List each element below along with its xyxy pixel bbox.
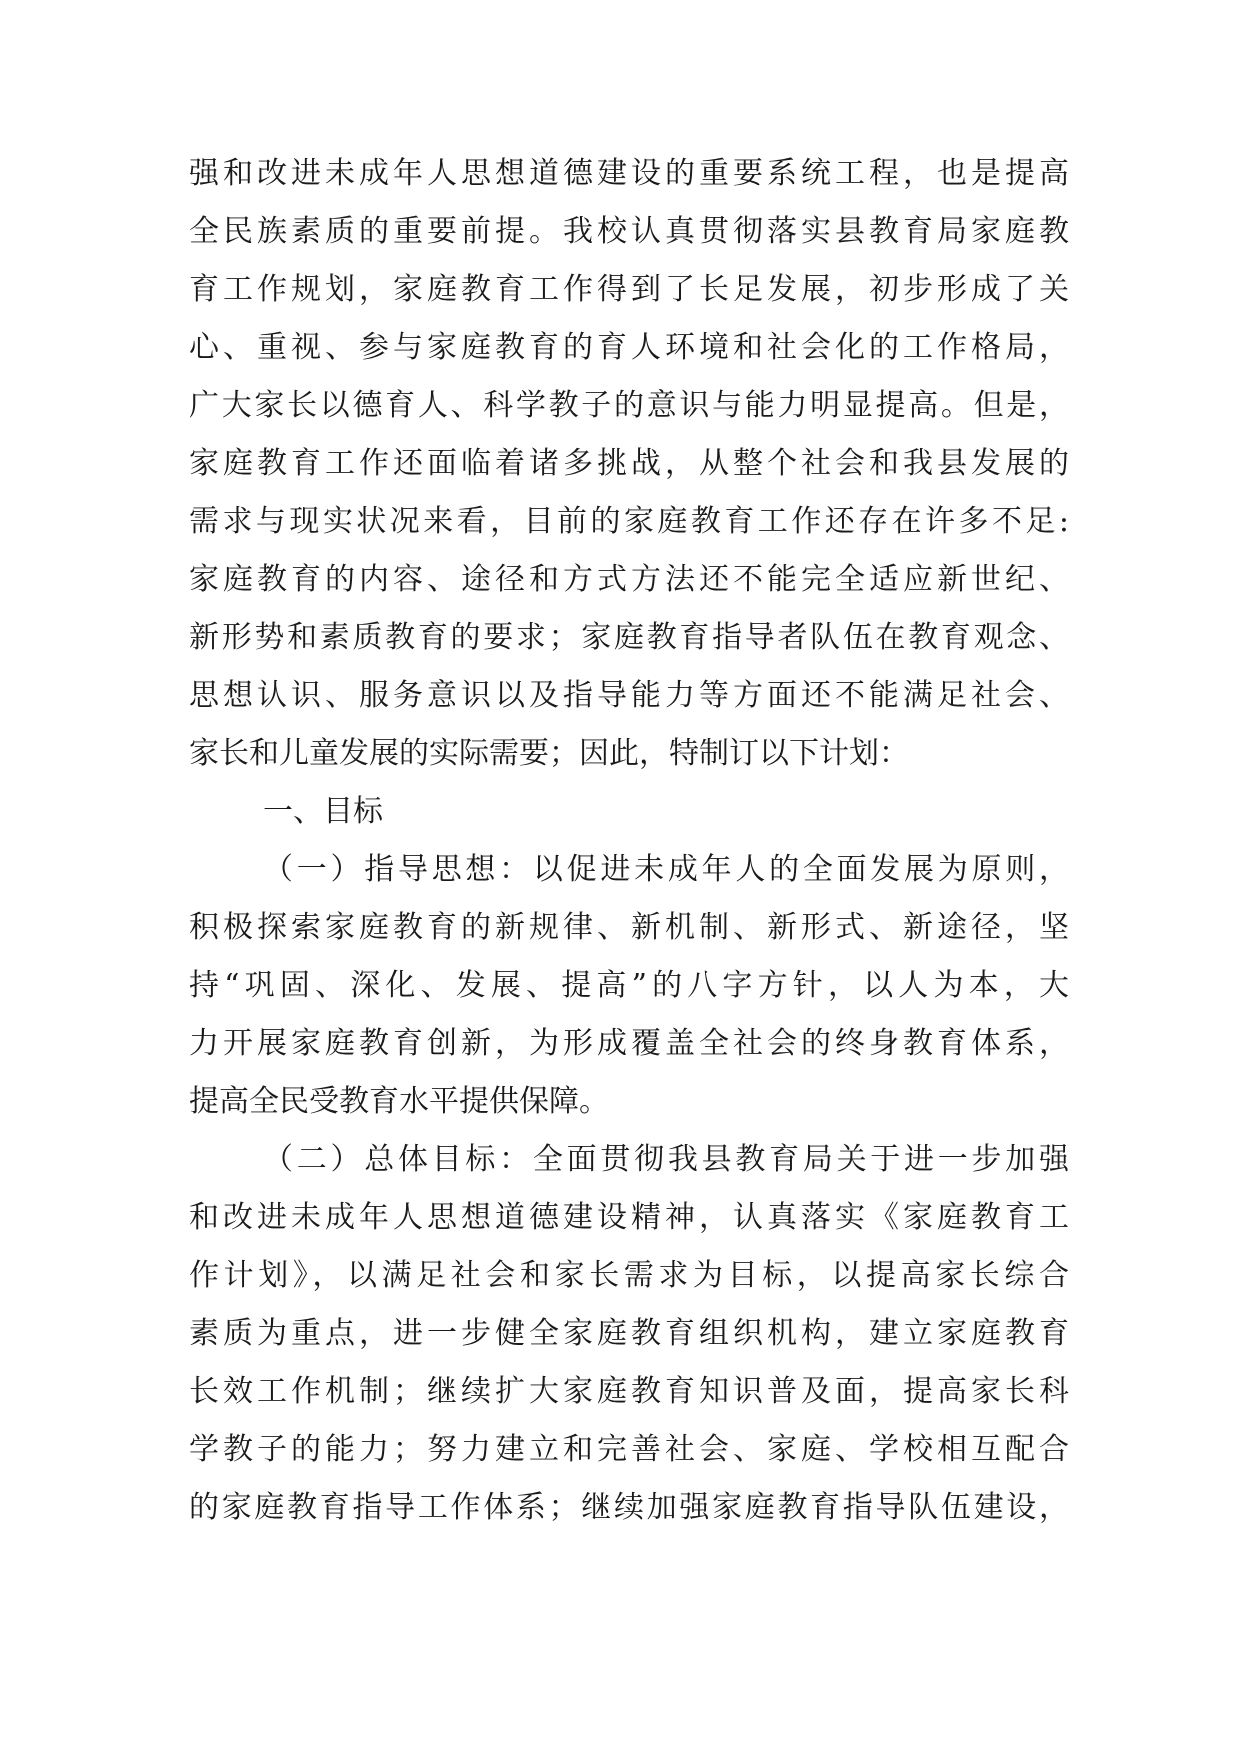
body-text-line: 持“巩固、深化、发展、提高”的八字方针，以人为本，大 — [189, 968, 1069, 1003]
section-heading: 一、目标 — [263, 794, 383, 829]
body-text-line: 家庭教育工作还面临着诸多挑战，从整个社会和我县发展的 — [189, 446, 1069, 481]
body-text-line: 积极探索家庭教育的新规律、新机制、新形式、新途径，坚 — [189, 910, 1069, 945]
body-text-line: 全民族素质的重要前提。我校认真贯彻落实县教育局家庭教 — [189, 214, 1069, 249]
body-text-line: 强和改进未成年人思想道德建设的重要系统工程，也是提高 — [189, 156, 1069, 191]
body-text-line: 的家庭教育指导工作体系；继续加强家庭教育指导队伍建设， — [189, 1490, 1069, 1525]
body-text-line: 作计划》，以满足社会和家长需求为目标，以提高家长综合 — [189, 1258, 1069, 1293]
subsection-heading-line: （一）指导思想：以促进未成年人的全面发展为原则， — [263, 852, 1069, 887]
body-text-line: 力开展家庭教育创新，为形成覆盖全社会的终身教育体系， — [189, 1026, 1069, 1061]
subsection-heading-line: （二）总体目标：全面贯彻我县教育局关于进一步加强 — [263, 1142, 1069, 1177]
body-text-line: 和改进未成年人思想道德建设精神，认真落实《家庭教育工 — [189, 1200, 1069, 1235]
body-text-line: 需求与现实状况来看，目前的家庭教育工作还存在许多不足: — [189, 504, 1069, 539]
body-text-line: 广大家长以德育人、科学教子的意识与能力明显提高。但是， — [189, 388, 1069, 423]
body-text-line: 家长和儿童发展的实际需要；因此，特制订以下计划： — [189, 736, 909, 771]
body-text-line: 思想认识、服务意识以及指导能力等方面还不能满足社会、 — [189, 678, 1069, 713]
body-text-line: 心、重视、参与家庭教育的育人环境和社会化的工作格局， — [189, 330, 1069, 365]
body-text-line: 育工作规划，家庭教育工作得到了长足发展，初步形成了关 — [189, 272, 1069, 307]
body-text-line: 长效工作机制；继续扩大家庭教育知识普及面，提高家长科 — [189, 1374, 1069, 1409]
body-text-line: 提高全民受教育水平提供保障。 — [189, 1084, 609, 1119]
body-text-line: 素质为重点，进一步健全家庭教育组织机构，建立家庭教育 — [189, 1316, 1069, 1351]
body-text-line: 新形势和素质教育的要求；家庭教育指导者队伍在教育观念、 — [189, 620, 1069, 655]
body-text-line: 家庭教育的内容、途径和方式方法还不能完全适应新世纪、 — [189, 562, 1069, 597]
body-text-line: 学教子的能力；努力建立和完善社会、家庭、学校相互配合 — [189, 1432, 1069, 1467]
